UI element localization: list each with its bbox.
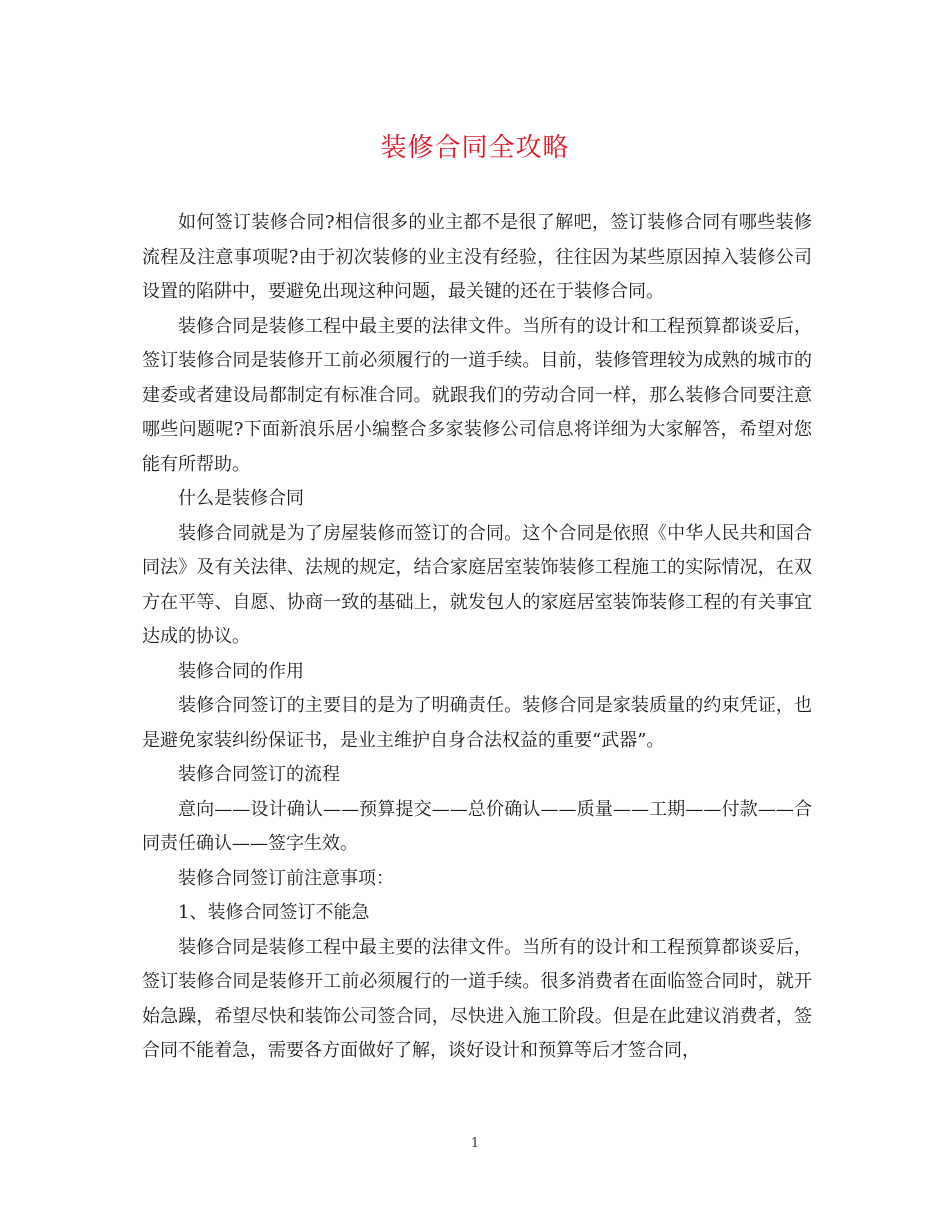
document-title: 装修合同全攻略 xyxy=(380,133,570,163)
paragraph: 装修合同就是为了房屋装修而签订的合同。这个合同是依照《中华人民共和国合同法》及有关法律、法规的规定，结合家庭居室装饰装修工程施工的实际情况，在双方在平等、自愿、协商一致的基础上，就发包人的家庭居室装饰装修工程的有关事宜达成的协议。 xyxy=(142,522,812,647)
section-heading: 什么是装修合同 xyxy=(178,488,304,509)
subsection-heading: 1、装修合同签订不能急 xyxy=(178,902,370,923)
paragraph: 装修合同是装修工程中最主要的法律文件。当所有的设计和工程预算都谈妥后，签订装修合同是装修开工前必须履行的一道手续。很多消费者在面临签合同时，就开始急躁，希望尽快和装饰公司签合同，尽快进入施工阶段。但是在此建议消费者，签合同不能着急，需要各方面做好了解，谈好设计和预算等后才签合同， xyxy=(142,936,812,1061)
section-heading: 装修合同签订前注意事项： xyxy=(178,867,394,889)
paragraph: 装修合同是装修工程中最主要的法律文件。当所有的设计和工程预算都谈妥后，签订装修合同是装修开工前必须履行的一道手续。目前，装修管理较为成熟的城市的建委或者建设局都制定有标准合同。就跟我们的劳动合同一样，那么装修合同要注意哪些问题呢?下面新浪乐居小编整合多家装修公司信息将详细为大家解答，希望对您能有所帮助。 xyxy=(142,315,812,475)
page-number: 1 xyxy=(470,1136,480,1151)
section-heading: 装修合同签订的流程 xyxy=(178,764,340,785)
paragraph: 意向——设计确认——预算提交——总价确认——质量——工期——付款——合同责任确认——签字生效。 xyxy=(142,798,812,854)
document-body xyxy=(142,206,812,1069)
paragraph: 如何签订装修合同?相信很多的业主都不是很了解吧，签订装修合同有哪些装修流程及注意事项呢?由于初次装修的业主没有经验，往往因为某些原因掉入装修公司设置的陷阱中，要避免出现这种问题，最关键的还在于装修合同。 xyxy=(142,212,812,302)
section-heading: 装修合同的作用 xyxy=(178,660,304,682)
paragraph: 装修合同签订的主要目的是为了明确责任。装修合同是家装质量的约束凭证，也是避免家装纠纷保证书，是业主维护自身合法权益的重要“武器”。 xyxy=(142,695,812,751)
